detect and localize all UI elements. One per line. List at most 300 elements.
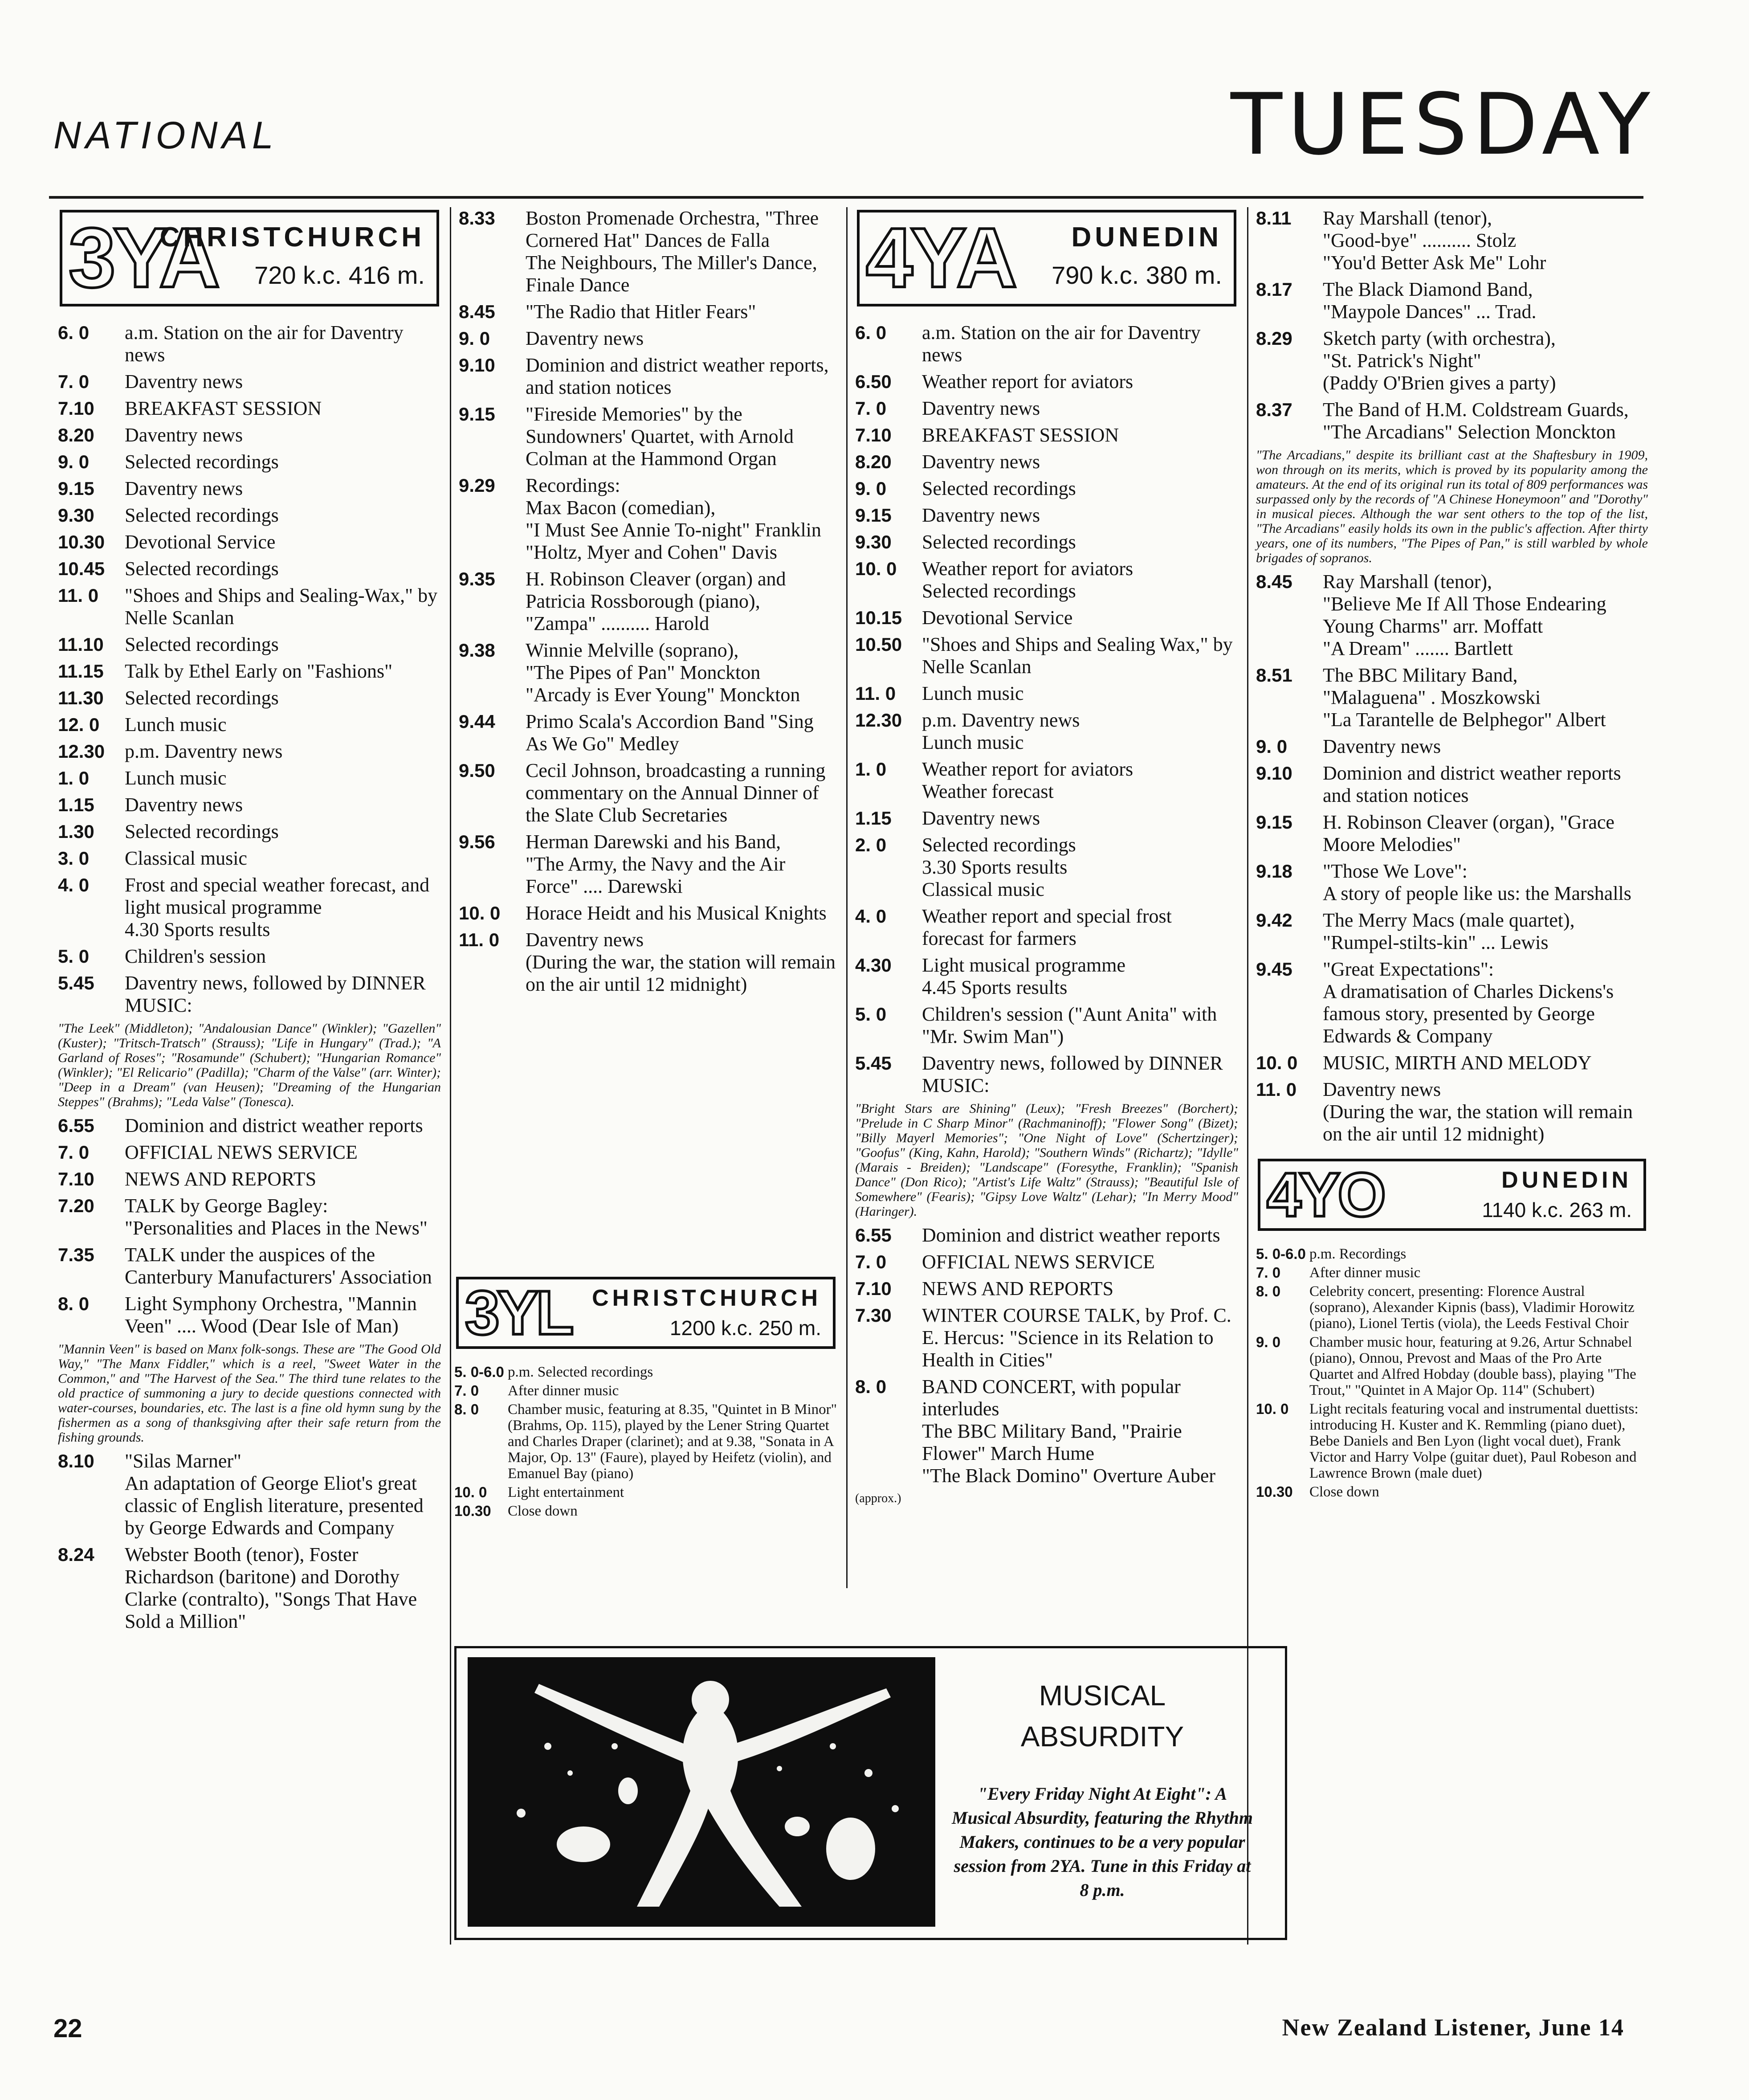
programme-description: Boston Promenade Orchestra, "Three Cornered Hat" Dances de Falla The Neighbours, The Miller's Dance, Finale Dance: [526, 207, 819, 296]
programme-time: 11. 0: [1256, 1079, 1297, 1100]
programme-entry: [454, 1401, 837, 1482]
programme-entry: [1256, 1401, 1648, 1481]
programme-entry: [58, 371, 441, 393]
programme-time: 11. 0: [855, 683, 896, 704]
programme-entry: [855, 1003, 1238, 1048]
programme-entry: [454, 1503, 837, 1519]
programme-time: 7.10: [855, 1278, 892, 1299]
programme-description: The Band of H.M. Coldstream Guards, "The Arcadians" Selection Monckton: [1323, 399, 1629, 443]
programme-description: Children's session ("Aunt Anita" with "Mr. Swim Man"): [922, 1003, 1217, 1047]
programme-description: Devotional Service: [922, 607, 1073, 629]
programme-time: 10. 0: [459, 903, 501, 923]
programme-description: Recordings: Max Bacon (comedian), "I Must See Annie To-night" Franklin "Holtz, Myer and Cohen" Davis: [526, 474, 821, 563]
programme-time: 9.18: [1256, 861, 1292, 882]
programme-entry: [855, 531, 1238, 553]
programme-time: 8. 0: [1256, 1283, 1281, 1299]
programme-time: 8.17: [1256, 279, 1292, 300]
column-3ya: [58, 207, 441, 1637]
programme-time: 2. 0: [855, 834, 887, 855]
programme-list: [58, 1115, 441, 1337]
programme-entry: [1256, 1283, 1648, 1332]
programme-time: 7. 0: [58, 371, 90, 392]
programme-time: 10.50: [855, 634, 902, 655]
programme-list: [1256, 571, 1648, 1145]
programme-description: Horace Heidt and his Musical Knights: [526, 902, 827, 924]
programme-entry: [58, 972, 441, 1017]
programme-entry: [855, 633, 1238, 678]
programme-description: Talk by Ethel Early on "Fashions": [125, 660, 393, 682]
programme-list: [459, 207, 837, 996]
programme-time: 5.45: [855, 1053, 892, 1074]
header-rule: [49, 196, 1643, 199]
programme-list: [855, 1224, 1238, 1487]
programme-description: H. Robinson Cleaver (organ), "Grace Moore Melodies": [1323, 811, 1614, 855]
dancing-figure-illustration: [468, 1657, 935, 1927]
advert-title: [960, 1675, 1245, 1757]
programme-entry: [855, 371, 1238, 393]
programme-description: Selected recordings 3.30 Sports results Classical music: [922, 834, 1076, 900]
programme-time: 7. 0: [855, 1251, 887, 1272]
programme-time: 11. 0: [58, 585, 99, 606]
programme-time: 7. 0: [58, 1142, 90, 1163]
programme-entry: [58, 874, 441, 941]
programme-description: Daventry news: [125, 371, 243, 392]
programme-description: BAND CONCERT, with popular interludes The BBC Military Band, "Prairie Flower" March Hume "The Black Domino" Overture Auber: [922, 1376, 1216, 1487]
programme-description: Selected recordings: [125, 687, 279, 709]
programme-time: 8. 0: [58, 1293, 90, 1314]
programme-description: MUSIC, MIRTH AND MELODY: [1323, 1052, 1592, 1074]
programme-entry: [58, 633, 441, 656]
day-title: TUESDAY: [1230, 75, 1655, 174]
programme-time: 10.30: [1256, 1483, 1293, 1500]
programme-description: Close down: [1309, 1484, 1379, 1500]
programme-description: Daventry news: [125, 478, 243, 499]
programme-entry: [58, 1141, 441, 1164]
programme-entry: [1256, 1484, 1648, 1500]
programme-entry: [855, 1224, 1238, 1246]
programme-time: 9.56: [459, 831, 495, 852]
programme-entry: [58, 1544, 441, 1633]
programme-list: [855, 322, 1238, 1097]
programme-description: Dominion and district weather reports: [125, 1115, 423, 1136]
programme-entry: [58, 531, 441, 553]
station-city: DUNEDIN: [1501, 1167, 1632, 1193]
programme-time: 9.44: [459, 711, 495, 732]
programme-entry: [58, 504, 441, 527]
column-3ya-cont: [459, 207, 837, 1000]
programme-entry: [855, 709, 1238, 754]
programme-entry: [454, 1364, 837, 1380]
programme-description: Light recitals featuring vocal and instrumental duettists: introducing H. Kuster and K. Remmling (piano duet), Bebe Daniels and Ben Lyon (light vocal duet), Frank Victor and Harry Volpe (guitar duet), Paul Robeson and Lawrence Brown (male duet): [1309, 1401, 1639, 1481]
programme-time: 8.51: [1256, 665, 1292, 686]
programme-description: Chamber music hour, featuring at 9.26, Artur Schnabel (piano), Onnou, Prevost and Maas of the Pro Arte Quartet and Alfred Hobday (double bass), playing "The Trout," "Quintet in A Major Op. 114" (Schubert): [1309, 1334, 1636, 1398]
programme-time: 11. 0: [459, 929, 500, 950]
dinner-music-note: "Bright Stars are Shining" (Leux); "Fresh Breezes" (Borchert); "Prelude in C Sharp Minor" (Rachmaninoff); "Flower Song" (Bizet); "Billy Mayerl Memories"; "One Night of Love" (Schertzinger); "Goofus" (King, Kahn, Harold); "Southern Winds" (Richartz); "Idylle" (Marais - Breiden); "Landscape" (Foresythe, Franklin); "Spanish Dance" (Don Rico); "Artist's Life Waltz" (Strauss); "Beautiful Isle of Somewhere" (Fearis); "Gipsy Love Waltz" (Lehar); "In Merry Mood" (Haringer).: [855, 1101, 1238, 1219]
programme-description: Selected recordings: [125, 504, 279, 526]
column-divider: [450, 207, 451, 1945]
programme-time: 7. 0: [855, 398, 887, 419]
programme-entry: [58, 1450, 441, 1539]
programme-entry: [459, 639, 837, 706]
advert-title-line: ABSURDITY: [1020, 1720, 1184, 1753]
programme-time: 1.30: [58, 821, 94, 842]
programme-entry: [1256, 278, 1648, 323]
programme-description: NEWS AND REPORTS: [922, 1278, 1114, 1299]
programme-description: Selected recordings: [125, 451, 279, 473]
programme-entry: [855, 1376, 1238, 1487]
programme-entry: [459, 354, 837, 399]
programme-description: After dinner music: [1309, 1265, 1421, 1281]
programme-entry: [1256, 762, 1648, 807]
programme-description: Classical music: [125, 847, 247, 869]
programme-description: Frost and special weather forecast, and light musical programme 4.30 Sports results: [125, 874, 430, 940]
programme-time: 9.50: [459, 760, 495, 781]
programme-description: TALK by George Bagley: "Personalities and Places in the News": [125, 1195, 428, 1239]
programme-description: Ray Marshall (tenor), "Good-bye" .......... Stolz "You'd Better Ask Me" Lohr: [1323, 207, 1546, 274]
programme-description: Cecil Johnson, broadcasting a running commentary on the Annual Dinner of the Slate Club Secretaries: [526, 760, 826, 826]
programme-description: Selected recordings: [125, 558, 279, 580]
programme-entry: [855, 607, 1238, 629]
programme-time: 12.30: [855, 710, 902, 731]
programme-time: 3. 0: [58, 848, 90, 869]
station-call-sign: 4YA: [866, 211, 1015, 305]
programme-time: 9.30: [855, 531, 892, 552]
programme-entry: [855, 905, 1238, 950]
programme-description: Devotional Service: [125, 531, 276, 553]
programme-entry: [1256, 811, 1648, 856]
programme-description: Daventry news, followed by DINNER MUSIC:: [125, 972, 426, 1016]
programme-description: OFFICIAL NEWS SERVICE: [922, 1251, 1155, 1273]
programme-description: Celebrity concert, presenting: Florence Austral (soprano), Alexander Kipnis (bass), Vladimir Horowitz (piano), Lionel Tertis (viola), the Leeds Festival Choir: [1309, 1283, 1635, 1332]
programme-entry: [58, 558, 441, 580]
programme-description: Light Symphony Orchestra, "Mannin Veen" .... Wood (Dear Isle of Man): [125, 1293, 417, 1337]
programme-time: 5. 0-6.0: [454, 1364, 504, 1380]
programme-description: Daventry news: [125, 794, 243, 816]
programme-entry: [855, 682, 1238, 705]
programme-entry: [58, 660, 441, 682]
programme-description: Dominion and district weather reports and station notices: [1323, 762, 1621, 806]
station-logo-3ya: [60, 210, 439, 306]
programme-time: 9.38: [459, 640, 495, 661]
programme-entry: [58, 767, 441, 789]
programme-time: 8.29: [1256, 328, 1292, 349]
illustration-art: [468, 1657, 935, 1927]
station-city: CHRISTCHURCH: [592, 1285, 821, 1311]
programme-entry: [459, 760, 837, 826]
programme-entry: [1256, 1265, 1648, 1281]
programme-time: 6.50: [855, 371, 892, 392]
programme-entry: [1256, 1079, 1648, 1145]
programme-time: 9.10: [1256, 763, 1292, 784]
programme-description: Daventry news: [922, 504, 1040, 526]
programme-entry: [58, 1195, 441, 1239]
approx-label: (approx.): [855, 1491, 901, 1505]
programme-time: 9.42: [1256, 910, 1292, 931]
programme-description: Dominion and district weather reports: [922, 1224, 1220, 1246]
programme-entry: [855, 322, 1238, 366]
programme-entry: [855, 1251, 1238, 1273]
programme-time: 7.10: [58, 398, 94, 419]
programme-entry: [459, 474, 837, 564]
programme-time: 10.45: [58, 558, 105, 579]
programme-description: Daventry news (During the war, the station will remain on the air until 12 midnight): [1323, 1079, 1633, 1145]
programme-time: 4. 0: [855, 906, 887, 927]
programme-entry: [459, 831, 837, 898]
programme-entry: [58, 322, 441, 366]
programme-description: Selected recordings: [125, 821, 279, 842]
programme-time: 9.30: [58, 505, 94, 526]
station-call-sign: 3YL: [465, 1278, 571, 1348]
programme-time: 5. 0-6.0: [1256, 1246, 1306, 1262]
programme-description: Light musical programme 4.45 Sports results: [922, 954, 1125, 998]
programme-description: Light entertainment: [508, 1484, 624, 1500]
programme-entry: [58, 714, 441, 736]
programme-time: 9.45: [1256, 959, 1292, 980]
station-city: CHRISTCHURCH: [159, 222, 425, 253]
programme-time: 1. 0: [58, 768, 90, 789]
programme-time: 8.24: [58, 1544, 94, 1565]
column-4ya: [855, 207, 1238, 1506]
programme-time: 4. 0: [58, 874, 90, 895]
programme-note: "The Arcadians," despite its brilliant cast at the Shaftesbury in 1909, won through on its merits, which is proved by its popularity among the amateurs. At the end of its original run its total of 809 performances was surpassed only by the records of "A Chinese Honeymoon" and "Dorothy" in musical pieces. Although the war sent others to the top of the list, "The Arcadians" easily holds its own in the public's affection. After thirty years, one of its numbers, "The Pipes of Pan," is still warbled by whole brigades of sopranos.: [1256, 448, 1648, 565]
programme-description: Weather report for aviators: [922, 371, 1133, 392]
programme-time: 7.10: [855, 425, 892, 445]
programme-entry: [855, 478, 1238, 500]
programme-description: a.m. Station on the air for Daventry news: [922, 322, 1201, 366]
programme-time: 8.11: [1256, 208, 1292, 229]
programme-entry: [58, 397, 441, 420]
programme-entry: [855, 558, 1238, 602]
programme-description: Dominion and district weather reports, and station notices: [526, 354, 829, 398]
programme-time: 12. 0: [58, 714, 100, 735]
programme-description: The Merry Macs (male quartet), "Rumpel-stilts-kin" ... Lewis: [1323, 909, 1575, 953]
programme-description: "Shoes and Ships and Sealing Wax," by Nelle Scanlan: [922, 633, 1233, 678]
programme-description: "Fireside Memories" by the Sundowners' Quartet, with Arnold Colman at the Hammond Organ: [526, 403, 794, 470]
programme-entry: [58, 1293, 441, 1337]
programme-description: p.m. Daventry news Lunch music: [922, 709, 1080, 753]
programme-entry: [58, 451, 441, 473]
programme-description: Ray Marshall (tenor), "Believe Me If All Those Endearing Young Charms" arr. Moffatt "A Dream" ....... Bartlett: [1323, 571, 1606, 659]
programme-time: 9.15: [58, 478, 94, 499]
programme-description: Children's session: [125, 945, 266, 967]
dinner-music-note: "The Leek" (Middleton); "Andalousian Dance" (Winkler); "Gazellen" (Kuster); "Tritsch-Tratsch" (Strauss); "Life in Hungary" (Trad.); "A Garland of Roses"; "Rosamunde" (Schubert); "Hungarian Romance" (Winkler); "El Relicario" (Padilla); "Charm of the Valse" (arr. Winter); "Deep in a Dream" (van Heusen); "Dreaming of the Hungarian Steppes" (Brahms); "Leda Valse" (Tonesca).: [58, 1021, 441, 1109]
programme-time: 9. 0: [459, 328, 490, 349]
publication-footer: New Zealand Listener, June 14: [1282, 2014, 1624, 2041]
programme-note: "Mannin Veen" is based on Manx folk-songs. These are "The Good Old Way," "The Manx Fiddler," which is a reel, "Sweet Water in the Common," and "The Harvest of the Sea." The third tune relates to the old practice of summoning a jury to decide questions connected with water-courses, boundaries, etc. The last is a fine old hymn sung by the fishermen as a song of thanksgiving after their safe return from the fishing grounds.: [58, 1342, 441, 1445]
programme-entry: [459, 301, 837, 323]
column-divider: [846, 207, 848, 1588]
station-logo-3yl: [456, 1277, 836, 1349]
station-call-sign: 4YO: [1267, 1160, 1384, 1230]
programme-time: 5. 0: [58, 946, 90, 967]
programme-entry: [1256, 1334, 1648, 1398]
programme-entry: [855, 807, 1238, 829]
programme-description: Herman Darewski and his Band, "The Army, the Navy and the Air Force" .... Darewski: [526, 831, 786, 897]
programme-time: 8.45: [1256, 571, 1292, 592]
programme-time: 9.10: [459, 355, 495, 376]
programme-description: Daventry news: [922, 397, 1040, 419]
programme-description: WINTER COURSE TALK, by Prof. C. E. Hercus: "Science in its Relation to Health in Cities": [922, 1304, 1231, 1371]
programme-description: Weather report for aviators Weather forecast: [922, 758, 1133, 802]
page-number: 22: [53, 2014, 82, 2043]
programme-entry: [855, 397, 1238, 420]
programme-entry: [459, 902, 837, 924]
programme-entry: [1256, 664, 1648, 731]
programme-description: "Silas Marner" An adaptation of George Eliot's great classic of English literature, presented by George Edwards and Company: [125, 1450, 424, 1539]
programme-entry: [58, 794, 441, 816]
programme-time: 7. 0: [454, 1382, 479, 1399]
programme-description: p.m. Selected recordings: [508, 1364, 653, 1380]
programme-description: "Great Expectations": A dramatisation of Charles Dickens's famous story, presented by George Edwards & Company: [1323, 958, 1614, 1047]
programme-time: 10. 0: [1256, 1401, 1289, 1417]
programme-time: 6. 0: [58, 322, 90, 343]
programme-time: 12.30: [58, 741, 105, 762]
programme-entry: [58, 478, 441, 500]
programme-description: Weather report and special frost forecast for farmers: [922, 905, 1172, 949]
programme-description: Daventry news: [1323, 735, 1441, 757]
programme-time: 10.30: [454, 1503, 491, 1519]
programme-entry: [58, 740, 441, 763]
programme-list: [58, 1450, 441, 1633]
programme-entry: [855, 504, 1238, 527]
programme-entry: [855, 758, 1238, 803]
programme-description: BREAKFAST SESSION: [922, 424, 1119, 446]
programme-time: 9. 0: [58, 451, 90, 472]
column-3yl: [454, 1274, 837, 1522]
programme-entry: [855, 424, 1238, 446]
programme-entry: [459, 403, 837, 470]
programme-time: 10. 0: [454, 1484, 487, 1500]
programme-time: 9. 0: [1256, 1334, 1281, 1350]
programme-description: "Those We Love": A story of people like us: the Marshalls: [1323, 860, 1631, 904]
programme-description: p.m. Recordings: [1309, 1246, 1407, 1262]
programme-time: 8.45: [459, 301, 495, 322]
programme-time: 8. 0: [855, 1376, 887, 1397]
programme-entry: [855, 1304, 1238, 1371]
programme-description: Winnie Melville (soprano), "The Pipes of Pan" Monckton "Arcady is Ever Young" Monckton: [526, 639, 800, 706]
programme-entry: [1256, 207, 1648, 274]
programme-time: 9.29: [459, 475, 495, 496]
programme-time: 7.35: [58, 1244, 94, 1265]
programme-description: NEWS AND REPORTS: [125, 1168, 317, 1190]
programme-description: BREAKFAST SESSION: [125, 397, 322, 419]
programme-time: 6.55: [58, 1115, 94, 1136]
programme-entry: [58, 1115, 441, 1137]
programme-time: 1. 0: [855, 759, 887, 780]
programme-entry: [58, 687, 441, 709]
programme-entry: [1256, 571, 1648, 660]
programme-time: 10.15: [855, 607, 902, 628]
station-logo-4ya: [857, 210, 1236, 306]
programme-entry: [855, 834, 1238, 901]
programme-description: Lunch music: [125, 767, 227, 789]
programme-time: 10.30: [58, 531, 105, 552]
programme-description: The Black Diamond Band, "Maypole Dances" ... Trad.: [1323, 278, 1537, 323]
column-4ya-cont: [1256, 207, 1648, 1503]
programme-description: p.m. Daventry news: [125, 740, 283, 762]
programme-description: a.m. Station on the air for Daventry news: [125, 322, 404, 366]
advert-box: [454, 1646, 1287, 1940]
programme-time: 8.37: [1256, 399, 1292, 420]
programme-description: The BBC Military Band, "Malaguena" . Moszkowski "La Tarantelle de Belphegor" Albert: [1323, 664, 1606, 731]
programme-description: Daventry news, followed by DINNER MUSIC:: [922, 1052, 1223, 1096]
programme-description: Selected recordings: [922, 531, 1076, 553]
programme-time: 8.20: [58, 425, 94, 445]
station-frequency: 1140 k.c. 263 m.: [1482, 1198, 1632, 1222]
programme-description: Close down: [508, 1503, 578, 1519]
programme-entry: [58, 1168, 441, 1190]
programme-description: TALK under the auspices of the Canterbury Manufacturers' Association: [125, 1244, 432, 1288]
advert-text: "Every Friday Night At Eight": A Musical Absurdity, featuring the Rhythm Makers, continues to be a very popular session from 2YA. Tune in this Friday at 8 p.m.: [951, 1784, 1253, 1900]
station-call-sign: 3YA: [69, 211, 218, 305]
programme-description: Daventry news: [526, 327, 644, 349]
station-city: DUNEDIN: [1071, 222, 1222, 253]
programme-entry: [855, 1278, 1238, 1300]
programme-time: 9.15: [459, 404, 495, 425]
programme-time: 11.30: [58, 687, 104, 708]
programme-time: 9.15: [855, 505, 892, 526]
programme-entry: [459, 327, 837, 350]
programme-entry: [1256, 1246, 1648, 1262]
programme-time: 8. 0: [454, 1401, 479, 1418]
programme-description: Selected recordings: [125, 633, 279, 655]
programme-description: Sketch party (with orchestra), "St. Patrick's Night" (Paddy O'Brien gives a party): [1323, 327, 1556, 394]
programme-time: 8.10: [58, 1450, 94, 1471]
programme-list: [1256, 207, 1648, 443]
programme-description: Chamber music, featuring at 8.35, "Quintet in B Minor" (Brahms, Op. 115), played by the Lener String Quartet and Charles Draper (clarinet); and at 9.38, "Sonata in A Major, Op. 13" (Faure), played by Heifetz (violin), and Emanuel Bay (piano): [508, 1401, 837, 1482]
programme-entry: [1256, 735, 1648, 758]
programme-entry: [58, 945, 441, 968]
programme-entry: [459, 711, 837, 755]
programme-entry: [1256, 860, 1648, 905]
programme-description: Daventry news: [922, 451, 1040, 473]
station-frequency: 1200 k.c. 250 m.: [669, 1316, 821, 1340]
programme-time: 1.15: [58, 794, 94, 815]
programme-entry: [1256, 958, 1648, 1047]
programme-time: 10. 0: [1256, 1052, 1298, 1073]
programme-description: H. Robinson Cleaver (organ) and Patricia Rossborough (piano), "Zampa" .......... Harold: [526, 568, 786, 634]
advert-title-line: MUSICAL: [1039, 1679, 1166, 1712]
programme-time: 7.30: [855, 1305, 892, 1326]
programme-time: 10. 0: [855, 558, 897, 579]
programme-time: 7.20: [58, 1195, 94, 1216]
programme-description: Lunch music: [922, 682, 1024, 704]
programme-entry: [1256, 399, 1648, 443]
programme-entry: [454, 1383, 837, 1399]
programme-entry: [855, 1052, 1238, 1097]
programme-time: 11.10: [58, 634, 104, 655]
programme-entry: [855, 954, 1238, 999]
programme-time: 11.15: [58, 661, 104, 682]
programme-entry: [58, 424, 441, 446]
programme-list: [1256, 1246, 1648, 1500]
programme-entry: [1256, 327, 1648, 394]
programme-entry: [58, 584, 441, 629]
programme-list: [58, 322, 441, 1017]
programme-time: 8.33: [459, 208, 495, 229]
programme-description: "The Radio that Hitler Fears": [526, 301, 756, 323]
section-label: NATIONAL: [53, 114, 278, 157]
programme-time: 9. 0: [1256, 736, 1288, 757]
station-frequency: 720 k.c. 416 m.: [254, 261, 425, 289]
programme-entry: [58, 1244, 441, 1288]
programme-time: 6. 0: [855, 322, 887, 343]
programme-time: 9. 0: [855, 478, 887, 499]
programme-entry: [459, 568, 837, 635]
programme-time: 9.35: [459, 568, 495, 589]
programme-description: Daventry news (During the war, the station will remain on the air until 12 midnight): [526, 929, 836, 995]
programme-description: OFFICIAL NEWS SERVICE: [125, 1141, 358, 1163]
